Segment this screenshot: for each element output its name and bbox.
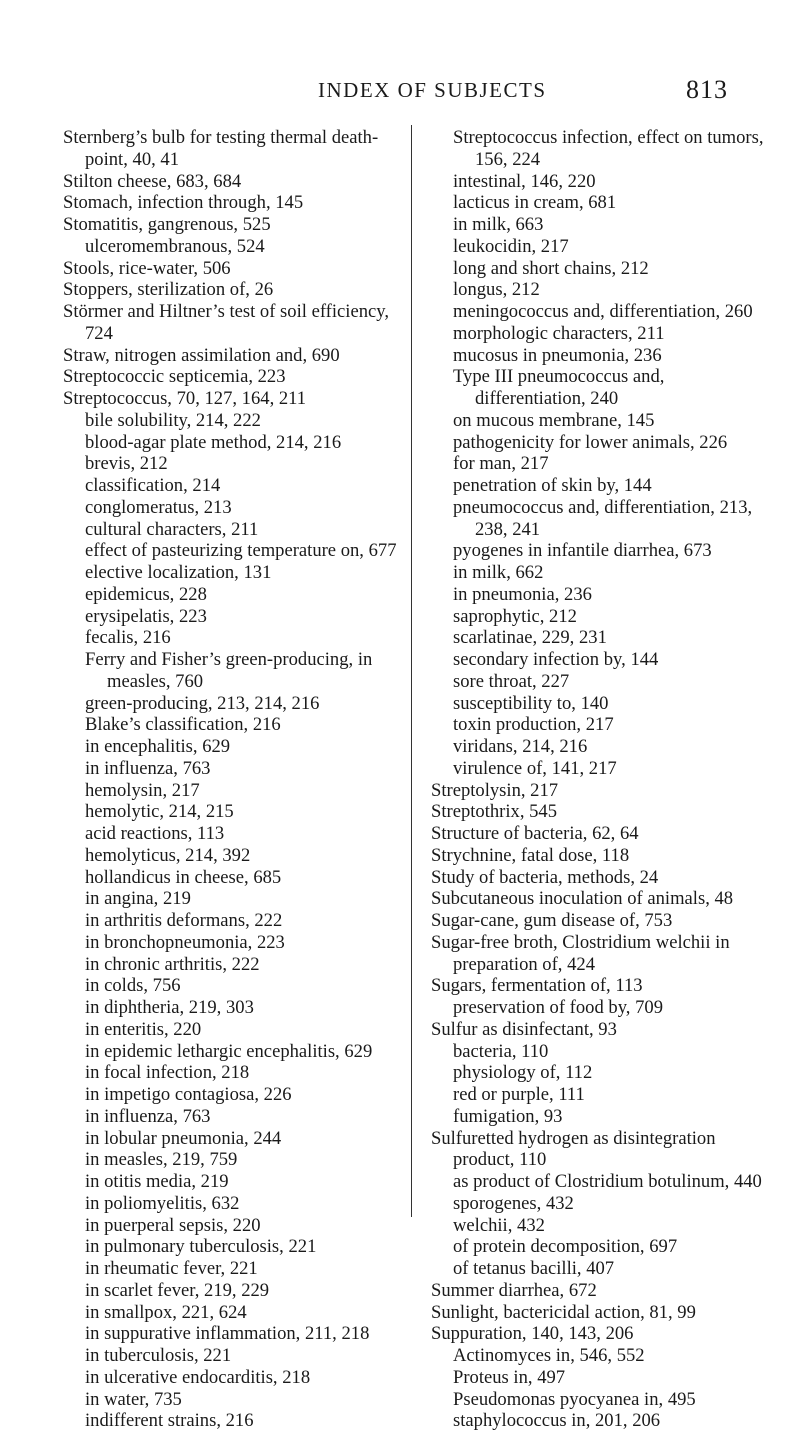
index-subentry: Actinomyces in, 546, 552 [453, 1345, 645, 1366]
index-entry: Structure of bacteria, 62, 64 [431, 823, 639, 844]
index-entry: Störmer and Hiltner’s test of soil efficiency, 724 [63, 301, 389, 344]
index-subentry: intestinal, 146, 220 [453, 170, 596, 192]
index-entry: Stomatitis, gangrenous, 525 [63, 214, 271, 235]
index-subentry: red or purple, 111 [453, 1084, 585, 1105]
index-subentry: effect of pasteurizing temperature on, 677 [85, 540, 397, 562]
index-subentry: in scarlet fever, 219, 229 [85, 1279, 270, 1301]
index-entry: Streptothrix, 545 [431, 801, 558, 823]
index-subentry: leukocidin, 217 [453, 235, 569, 257]
index-entry: Stoppers, sterilization of, 26 [63, 279, 274, 301]
index-subentry: bile solubility, 214, 222 [85, 409, 261, 431]
index-subentry: in chronic arthritis, 222 [85, 953, 260, 975]
index-subentry: in pulmonary tuberculosis, 221 [85, 1236, 317, 1258]
index-subentry: Ferry and Fisher’s green-producing, in measles, 760 [85, 649, 373, 692]
index-subentry: longus, 212 [453, 279, 540, 301]
index-subentry: Blake’s classification, 216 [85, 714, 281, 736]
index-subentry: meningococcus and, differentiation, 260 [453, 301, 753, 322]
index-subentry: as product of Clostridium botulinum, 440 [453, 1171, 762, 1192]
page-number: 813 [686, 75, 728, 104]
page-header [0, 75, 800, 108]
index-entry: Sternberg’s bulb for testing thermal death-point, 40, 41 [63, 127, 379, 170]
index-subentry: in rheumatic fever, 221 [85, 1258, 258, 1279]
column-divider [411, 125, 412, 1217]
index-subentry: in tuberculosis, 221 [85, 1345, 232, 1366]
index-entry: Summer diarrhea, 672 [431, 1279, 597, 1301]
index-subentry: in encephalitis, 629 [85, 736, 231, 757]
index-subentry: in measles, 219, 759 [85, 1149, 238, 1171]
index-entry: Strychnine, fatal dose, 118 [431, 844, 630, 866]
index-subentry: welchii, 432 [453, 1214, 545, 1236]
index-subentry: mucosus in pneumonia, 236 [453, 344, 662, 366]
index-subentry: in colds, 756 [85, 975, 181, 997]
index-subentry: Proteus in, 497 [453, 1366, 566, 1388]
index-subentry: in otitis media, 219 [85, 1171, 229, 1192]
index-subentry: blood-agar plate method, 214, 216 [85, 431, 342, 453]
index-subentry: in ulcerative endocarditis, 218 [85, 1366, 311, 1388]
index-subentry: preservation of food by, 709 [453, 997, 663, 1018]
index-subentry: elective localization, 131 [85, 562, 272, 583]
index-subentry: scarlatinae, 229, 231 [453, 627, 607, 649]
index-subentry: pneumococcus and, differentiation, 213, 238, 241 [453, 496, 753, 540]
index-entry: Suppuration, 140, 143, 206 [431, 1323, 634, 1345]
index-entry: Streptolysin, 217 [431, 779, 559, 801]
index-subentry: fecalis, 216 [85, 627, 171, 649]
index-subentry: secondary infection by, 144 [453, 649, 659, 670]
index-entry: Sugar-cane, gum disease of, 753 [431, 910, 673, 931]
index-subentry: in diphtheria, 219, 303 [85, 997, 254, 1018]
index-subentry: in arthritis deformans, 222 [85, 910, 283, 931]
index-subentry: susceptibility to, 140 [453, 692, 609, 714]
index-subentry: in suppurative inflammation, 211, 218 [85, 1323, 370, 1345]
index-subentry: of tetanus bacilli, 407 [453, 1258, 615, 1279]
index-subentry: in lobular pneumonia, 244 [85, 1127, 282, 1149]
index-subentry: Pseudomonas pyocyanea in, 495 [453, 1388, 696, 1410]
index-subentry: saprophytic, 212 [453, 605, 577, 627]
index-subentry: toxin production, 217 [453, 714, 614, 736]
index-subentry: acid reactions, 113 [85, 823, 225, 844]
index-subentry: Streptococcus infection, effect on tumors, 156, 224 [453, 127, 764, 170]
index-entry: Sugars, fermentation of, 113 [431, 975, 643, 997]
index-subentry: in pneumonia, 236 [453, 583, 592, 605]
index-subentry: hemolytic, 214, 215 [85, 801, 234, 823]
index-entry: Stomach, infection through, 145 [63, 192, 304, 214]
index-subentry: indifferent strains, 216 [85, 1410, 254, 1432]
index-subentry: in bronchopneumonia, 223 [85, 931, 285, 953]
index-subentry: long and short chains, 212 [453, 257, 649, 279]
index-column-left [63, 127, 408, 1432]
index-subentry: pyogenes in infantile diarrhea, 673 [453, 540, 712, 562]
running-title: INDEX OF SUBJECTS [318, 78, 547, 102]
index-subentry: in epidemic lethargic encephalitis, 629 [85, 1040, 373, 1062]
index-subentry: in poliomyelitis, 632 [85, 1192, 240, 1214]
index-subentry: erysipelatis, 223 [85, 605, 207, 627]
index-subentry: fumigation, 93 [453, 1105, 563, 1127]
index-subentry: in puerperal sepsis, 220 [85, 1214, 261, 1236]
index-entry: Streptococcic septicemia, 223 [63, 366, 286, 388]
index-entry: Stools, rice-water, 506 [63, 257, 231, 279]
index-entry: Sugar-free broth, Clostridium welchii in preparation of, 424 [431, 931, 730, 975]
index-entry: Straw, nitrogen assimilation and, 690 [63, 344, 340, 366]
index-subentry: viridans, 214, 216 [453, 736, 588, 757]
index-subentry: in influenza, 763 [85, 757, 211, 779]
index-entry: Sulfuretted hydrogen as disintegration product, 110 [431, 1127, 716, 1171]
index-subentry: physiology of, 112 [453, 1062, 593, 1084]
index-subentry: in water, 735 [85, 1388, 182, 1410]
index-subentry: cultural characters, 211 [85, 518, 259, 540]
index-entry: Subcutaneous inoculation of animals, 48 [431, 888, 734, 910]
index-subentry: in enteritis, 220 [85, 1018, 202, 1040]
index-subentry: sore throat, 227 [453, 670, 570, 692]
index-subentry: virulence of, 141, 217 [453, 757, 617, 779]
index-entry: Stilton cheese, 683, 684 [63, 170, 242, 192]
index-entry: Streptococcus, 70, 127, 164, 211 [63, 388, 307, 409]
index-subentry: in angina, 219 [85, 888, 191, 910]
index-subentry: in smallpox, 221, 624 [85, 1301, 247, 1323]
index-entry: Sunlight, bactericidal action, 81, 99 [431, 1301, 696, 1323]
index-subentry: Type III pneumococcus and, differentiation, 240 [453, 366, 665, 409]
index-subentry: on mucous membrane, 145 [453, 409, 655, 431]
index-subentry: pathogenicity for lower animals, 226 [453, 431, 728, 453]
index-subentry: in milk, 663 [453, 214, 544, 235]
index-subentry: hollandicus in cheese, 685 [85, 866, 282, 888]
index-subentry: sporogenes, 432 [453, 1192, 574, 1214]
index-subentry: staphylococcus in, 201, 206 [453, 1410, 661, 1432]
index-subentry: of protein decomposition, 697 [453, 1236, 678, 1258]
index-subentry: in impetigo contagiosa, 226 [85, 1084, 292, 1105]
index-subentry: penetration of skin by, 144 [453, 475, 652, 496]
index-subentry: classification, 214 [85, 475, 221, 496]
index-subentry: for man, 217 [453, 453, 549, 475]
index-subentry: in focal infection, 218 [85, 1062, 250, 1084]
index-subentry: ulceromembranous, 524 [85, 235, 265, 257]
index-subentry: conglomeratus, 213 [85, 496, 232, 518]
index-subentry: in milk, 662 [453, 562, 544, 583]
index-subentry: epidemicus, 228 [85, 583, 207, 605]
index-subentry: brevis, 212 [85, 453, 168, 475]
index-column-right [431, 127, 776, 1432]
index-subentry: bacteria, 110 [453, 1040, 549, 1062]
index-subentry: in influenza, 763 [85, 1105, 211, 1127]
index-subentry: lacticus in cream, 681 [453, 192, 617, 214]
index-entry: Study of bacteria, methods, 24 [431, 866, 659, 888]
index-entry: Sulfur as disinfectant, 93 [431, 1018, 617, 1040]
index-subentry: hemolyticus, 214, 392 [85, 844, 251, 866]
index-subentry: hemolysin, 217 [85, 779, 200, 801]
index-subentry: morphologic characters, 211 [453, 322, 665, 344]
index-subentry: green-producing, 213, 214, 216 [85, 692, 320, 714]
